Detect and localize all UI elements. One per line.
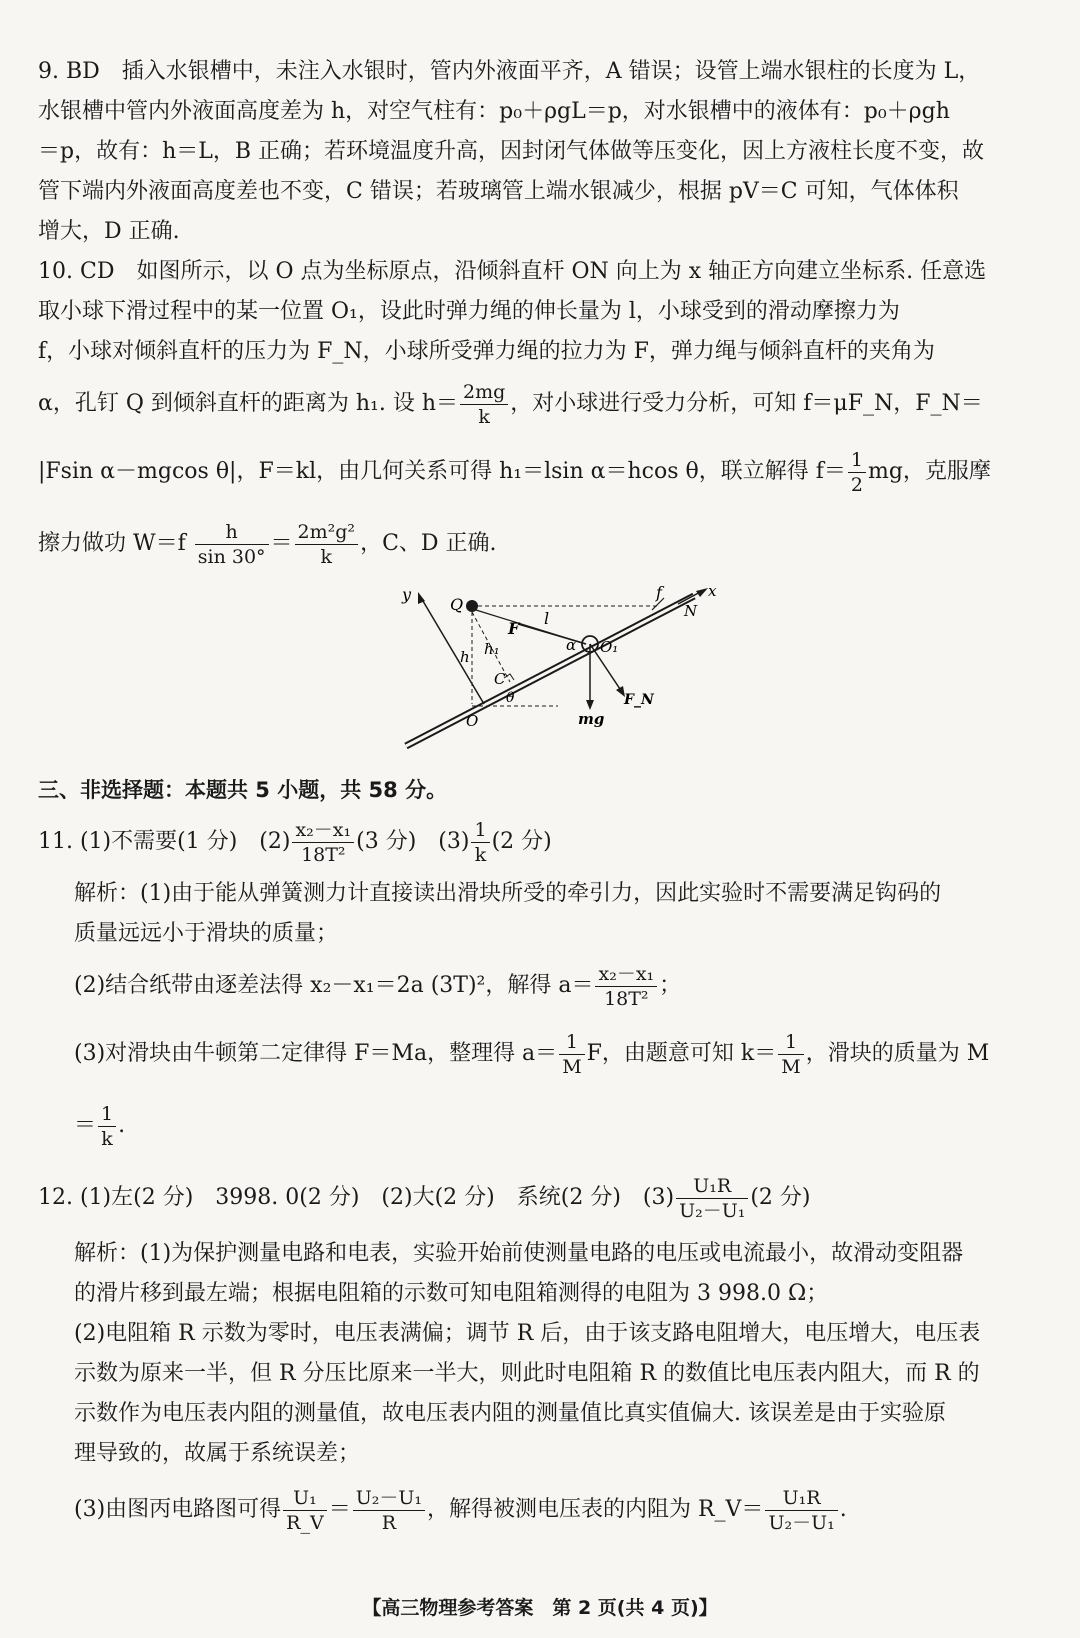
q12-explain-1a: 解析：(1)为保护测量电路和电表，实验开始前使测量电路的电压或电流最小，故滑动变阻器 (74, 1241, 964, 1266)
right-angle-mark (504, 674, 514, 680)
label-h: h (460, 648, 470, 666)
q12-explain-1b: 的滑片移到最左端；根据电阻箱的示数可知电阻箱测得的电阻为 3 998.0 Ω； (74, 1281, 829, 1306)
fraction: $\frac{1}{M}$ (778, 1030, 803, 1079)
question-11 (38, 810, 1040, 1162)
q12-explain-2c: 示数作为电压表内阻的测量值，故电压表内阻的测量值比真实值偏大. 该误差是由于实验原 (74, 1401, 946, 1426)
section-heading: 三、非选择题：本题共 5 小题，共 58 分。 (38, 778, 448, 802)
label-alpha: α (566, 636, 577, 654)
q9-line-1: 9. BD 插入水银槽中，未注入水银时，管内外液面平齐，A 错误；设管上端水银柱的长度为 L， (38, 59, 981, 84)
fraction: $\frac{\text{x₂－x₁}}{\text{18T²}}$ (595, 962, 657, 1011)
q12-explain-2b: 示数为原来一半，但 R 分压比原来一半大，则此时电阻箱 R 的数值比电压表内阻大，而 R 的 (74, 1361, 980, 1386)
fraction: $\frac{\text{U₂－U₁}}{R}$ (353, 1486, 425, 1535)
q10-line-6: 擦力做功 W＝f $\frac{h}{\sin 30^\circ}$ ＝ $\frac{\text{2m²g²}}{k}$ ，C、D 正确. (38, 520, 497, 568)
q11-explain-1b: 质量远远小于滑块的质量； (74, 921, 339, 946)
force-diagram (358, 584, 718, 764)
fraction: $\frac{1}{k}$ (98, 1102, 116, 1151)
fraction: $\frac{\text{U₁R}}{\text{U₂－U₁}}$ (765, 1486, 837, 1535)
q12-answer: 12. (1)左(2 分) 3998. 0(2 分) (2)大(2 分) 系统(2 分) (3) $\frac{\text{U₁R}}{\text{U₂－U₁}}$ (2 分) (38, 1174, 811, 1222)
label-x: x (708, 584, 717, 600)
q10-line-1: 10. CD 如图所示，以 O 点为坐标原点，沿倾斜直杆 ON 向上为 x 轴正方向建立坐标系. 任意选 (38, 259, 987, 284)
label-y: y (402, 585, 412, 604)
q11-answer: 11. (1)不需要(1 分) (2) $\frac{\text{x₂－x₁}}{\text{18T²}}$ (3 分) (3) $\frac{1}{k}$ (2 分) (38, 818, 552, 866)
label-q: Q (450, 595, 464, 614)
q9-line-2: 水银槽中管内外液面高度差为 h，对空气柱有：p₀＋ρgL＝p，对水银槽中的液体有：p₀＋ρgh (38, 99, 950, 124)
q10-line-5: |Fsin α－mgcos θ|，F＝kl，由几何关系可得 h₁＝lsin α＝hcos θ，联立解得 f＝ $\frac{1}{2}$ mg，克服摩 (38, 448, 991, 496)
q12-explain-2a: (2)电阻箱 R 示数为零时，电压表满偏；调节 R 后，由于该支路电阻增大，电压增大，电压表 (74, 1321, 981, 1346)
question-12 (38, 1162, 1040, 1546)
label-o: O (466, 712, 479, 730)
label-f: f (656, 584, 662, 602)
fraction: $\frac{\text{2m²g²}}{k}$ (295, 520, 359, 569)
q11-explain-2: (2)结合纸带由逐差法得 x₂－x₁＝2a (3T)²，解得 a＝ $\frac{\text{x₂－x₁}}{\text{18T²}}$ ； (74, 962, 682, 1010)
q12-explain-3: (3)由图丙电路图可得 $\frac{\text{U₁}}{R\_V}$ ＝ $\frac{\text{U₂－U₁}}{R}$ ，解得被测电压表的内阻为 R_V＝ $\frac{\text{U₁R}}{\text{U₂－U₁}}$ . (74, 1486, 847, 1534)
fraction: $\frac{1}{M}$ (559, 1030, 584, 1079)
label-c: C (494, 670, 506, 688)
mg-arrow-head (586, 700, 594, 710)
q9-line-4: 管下端内外液面高度差也不变，C 错误；若玻璃管上端水银减少，根据 pV＝C 可知，气体体积 (38, 179, 959, 204)
page-footer: 【高三物理参考答案 第 2 页(共 4 页)】 (362, 1597, 718, 1619)
q11-explain-3: (3)对滑块由牛顿第二定律得 F＝Ma，整理得 a＝ $\frac{1}{M}$ F，由题意可知 k＝ $\frac{1}{M}$ ，滑块的质量为 M (74, 1030, 990, 1078)
q9-line-5: 增大，D 正确. (38, 219, 180, 244)
fraction: $\frac{1}{2}$ (848, 448, 866, 497)
x-arrow-head (696, 588, 708, 597)
label-n: N (684, 602, 698, 620)
fraction: $\frac{1}{k}$ (471, 818, 489, 867)
fraction: $\frac{h}{\sin 30^\circ}$ (195, 520, 269, 569)
fraction: $\frac{\text{x₂－x₁}}{\text{18T²}}$ (292, 818, 354, 867)
fraction: $\frac{2mg}{k}$ (460, 380, 508, 429)
label-h1: h₁ (484, 640, 500, 658)
label-l: l (544, 609, 550, 628)
label-o1: O₁ (600, 638, 619, 656)
q10-line-2: 取小球下滑过程中的某一位置 O₁，设此时弹力绳的伸长量为 l，小球受到的滑动摩擦力为 (38, 299, 900, 324)
fraction: $\frac{\text{U₁}}{R\_V}$ (283, 1486, 327, 1535)
q10-line-4: α，孔钉 Q 到倾斜直杆的距离为 h₁. 设 h＝ $\frac{2mg}{k}$ ，对小球进行受力分析，可知 f＝μF_N，F_N＝ (38, 380, 983, 428)
q11-explain-1a: 解析：(1)由于能从弹簧测力计直接读出滑块所受的牵引力，因此实验时不需要满足钩码的 (74, 881, 942, 906)
question-10 (38, 252, 1040, 764)
question-9 (38, 52, 1040, 252)
q9-line-3: ＝p，故有：h＝L，B 正确；若环境温度升高，因封闭气体做等压变化，因上方液柱长度不变，故 (38, 139, 985, 164)
label-force: F (508, 619, 520, 638)
label-mg: mg (578, 710, 605, 728)
label-fn: F_N (624, 692, 654, 708)
inclined-rod-inner (406, 596, 694, 746)
label-theta: θ (506, 690, 515, 706)
fraction: $\frac{\text{U₁R}}{\text{U₂－U₁}}$ (676, 1174, 748, 1223)
q12-explain-2d: 理导致的，故属于系统误差； (74, 1441, 361, 1466)
q11-explain-4: ＝ $\frac{1}{k}$ . (74, 1102, 126, 1150)
q10-line-3: f，小球对倾斜直杆的压力为 F_N，小球所受弹力绳的拉力为 F，弹力绳与倾斜直杆的夹角为 (38, 339, 935, 364)
